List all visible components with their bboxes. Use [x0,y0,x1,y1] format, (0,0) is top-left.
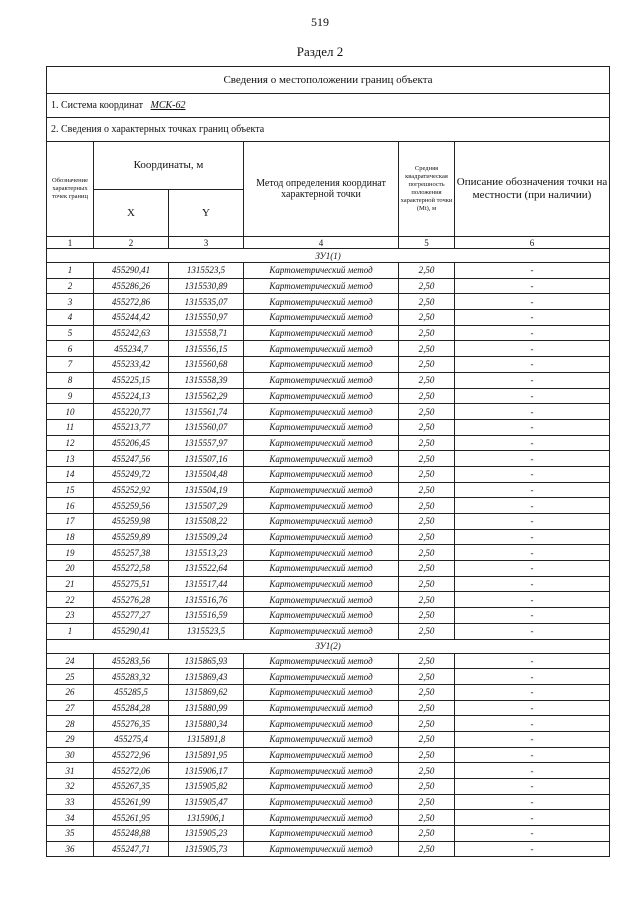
description-cell: - [455,747,610,763]
method-cell: Картометрический метод [244,576,399,592]
table-row [47,263,610,279]
description-cell: - [455,731,610,747]
method-cell: Картометрический метод [244,716,399,732]
point-number: 10 [47,404,94,420]
coord-x: 455286,26 [94,278,169,294]
method-cell: Картометрический метод [244,763,399,779]
coord-x: 455276,28 [94,592,169,608]
description-cell: - [455,419,610,435]
coord-y: 1315535,07 [169,294,244,310]
coord-x: 455277,27 [94,608,169,624]
coord-y: 1315513,23 [169,545,244,561]
point-number: 1 [47,623,94,639]
accuracy-cell: 2,50 [399,357,455,373]
description-cell: - [455,653,610,669]
coord-x: 455206,45 [94,435,169,451]
point-number: 16 [47,498,94,514]
table-row [47,372,610,388]
point-number: 34 [47,810,94,826]
table-row [47,529,610,545]
accuracy-cell: 2,50 [399,608,455,624]
point-number: 6 [47,341,94,357]
table-row [47,310,610,326]
method-cell: Картометрический метод [244,700,399,716]
accuracy-cell: 2,50 [399,388,455,404]
point-number: 32 [47,779,94,795]
accuracy-cell: 2,50 [399,747,455,763]
description-cell: - [455,404,610,420]
description-cell: - [455,592,610,608]
method-cell: Картометрический метод [244,592,399,608]
method-cell: Картометрический метод [244,623,399,639]
accuracy-cell: 2,50 [399,561,455,577]
coord-x: 455225,15 [94,372,169,388]
method-cell: Картометрический метод [244,826,399,842]
table-row [47,278,610,294]
table-row [47,716,610,732]
method-cell: Картометрический метод [244,545,399,561]
point-number: 18 [47,529,94,545]
coord-y: 1315905,82 [169,779,244,795]
method-cell: Картометрический метод [244,669,399,685]
coord-x: 455249,72 [94,466,169,482]
method-cell: Картометрический метод [244,779,399,795]
point-number: 17 [47,514,94,530]
method-cell: Картометрический метод [244,653,399,669]
point-number: 36 [47,841,94,857]
method-cell: Картометрический метод [244,419,399,435]
accuracy-cell: 2,50 [399,623,455,639]
coord-x: 455275,51 [94,576,169,592]
point-number: 27 [47,700,94,716]
table-row [47,684,610,700]
method-cell: Картометрический метод [244,731,399,747]
description-cell: - [455,466,610,482]
accuracy-cell: 2,50 [399,779,455,795]
coord-y: 1315550,97 [169,310,244,326]
coord-x: 455252,92 [94,482,169,498]
accuracy-cell: 2,50 [399,278,455,294]
header-x: X [94,190,169,237]
group-header-row [47,639,610,653]
method-cell: Картометрический метод [244,466,399,482]
accuracy-cell: 2,50 [399,263,455,279]
group-header-row [47,249,610,263]
table-row [47,794,610,810]
method-cell: Картометрический метод [244,514,399,530]
description-cell: - [455,372,610,388]
description-cell: - [455,514,610,530]
description-cell: - [455,341,610,357]
table-row [47,545,610,561]
table-row [47,498,610,514]
coord-y: 1315880,34 [169,716,244,732]
section-title: Раздел 2 [296,44,344,59]
coord-y: 1315891,95 [169,747,244,763]
accuracy-cell: 2,50 [399,794,455,810]
table-row [47,623,610,639]
description-cell: - [455,325,610,341]
coord-x: 455233,42 [94,357,169,373]
point-number: 19 [47,545,94,561]
description-cell: - [455,435,610,451]
method-cell: Картометрический метод [244,841,399,857]
table-row [47,747,610,763]
coord-x: 455272,58 [94,561,169,577]
coord-y: 1315507,16 [169,451,244,467]
header-coords: Координаты, м [94,142,244,190]
coord-y: 1315516,59 [169,608,244,624]
accuracy-cell: 2,50 [399,482,455,498]
description-cell: - [455,310,610,326]
method-cell: Картометрический метод [244,404,399,420]
accuracy-cell: 2,50 [399,419,455,435]
group-name: ЗУ1(1) [47,249,610,263]
coord-x: 455285,5 [94,684,169,700]
accuracy-cell: 2,50 [399,529,455,545]
table-row [47,341,610,357]
accuracy-cell: 2,50 [399,545,455,561]
point-number: 4 [47,310,94,326]
description-cell: - [455,278,610,294]
table-row [47,608,610,624]
description-cell: - [455,669,610,685]
method-cell: Картометрический метод [244,608,399,624]
coord-x: 455257,38 [94,545,169,561]
table-row [47,731,610,747]
coord-x: 455247,71 [94,841,169,857]
description-cell: - [455,684,610,700]
accuracy-cell: 2,50 [399,592,455,608]
description-cell: - [455,357,610,373]
boundary-table [46,66,610,857]
accuracy-cell: 2,50 [399,372,455,388]
accuracy-cell: 2,50 [399,310,455,326]
coord-y: 1315558,39 [169,372,244,388]
header-designation: Обозначение характерных точек границ [47,142,94,237]
col-number: 1 [47,237,94,249]
coord-y: 1315504,48 [169,466,244,482]
point-number: 31 [47,763,94,779]
coord-y: 1315865,93 [169,653,244,669]
table-row [47,763,610,779]
coord-x: 455290,41 [94,263,169,279]
coord-x: 455220,77 [94,404,169,420]
coord-y: 1315504,19 [169,482,244,498]
coord-x: 455248,88 [94,826,169,842]
table-row [47,779,610,795]
table-row [47,435,610,451]
table-row [47,810,610,826]
description-cell: - [455,482,610,498]
accuracy-cell: 2,50 [399,826,455,842]
method-cell: Картометрический метод [244,325,399,341]
coord-system-label: 1. Система координат [51,100,144,111]
coord-x: 455244,42 [94,310,169,326]
method-cell: Картометрический метод [244,372,399,388]
coord-y: 1315906,1 [169,810,244,826]
method-cell: Картометрический метод [244,747,399,763]
header-description: Описание обозначения точки на местности (при наличии) [455,142,610,237]
coord-x: 455261,99 [94,794,169,810]
header-y: Y [169,190,244,237]
method-cell: Картометрический метод [244,498,399,514]
table-row [47,826,610,842]
method-cell: Картометрический метод [244,278,399,294]
accuracy-cell: 2,50 [399,451,455,467]
method-cell: Картометрический метод [244,482,399,498]
accuracy-cell: 2,50 [399,498,455,514]
method-cell: Картометрический метод [244,529,399,545]
coord-y: 1315905,73 [169,841,244,857]
method-cell: Картометрический метод [244,794,399,810]
description-cell: - [455,529,610,545]
point-number: 29 [47,731,94,747]
description-cell: - [455,623,610,639]
coord-y: 1315562,29 [169,388,244,404]
table-row [47,514,610,530]
table-row [47,357,610,373]
table-row [47,466,610,482]
table-row [47,404,610,420]
accuracy-cell: 2,50 [399,716,455,732]
table-row [47,561,610,577]
coord-y: 1315869,43 [169,669,244,685]
point-number: 8 [47,372,94,388]
group-name: ЗУ1(2) [47,639,610,653]
table-row [47,294,610,310]
coord-x: 455213,77 [94,419,169,435]
coord-x: 455283,56 [94,653,169,669]
description-cell: - [455,794,610,810]
point-number: 3 [47,294,94,310]
point-number: 2 [47,278,94,294]
table-row [47,576,610,592]
coord-y: 1315560,68 [169,357,244,373]
point-number: 33 [47,794,94,810]
method-cell: Картометрический метод [244,357,399,373]
table-row [47,419,610,435]
point-number: 23 [47,608,94,624]
accuracy-cell: 2,50 [399,653,455,669]
description-cell: - [455,561,610,577]
point-number: 11 [47,419,94,435]
method-cell: Картометрический метод [244,341,399,357]
accuracy-cell: 2,50 [399,731,455,747]
description-cell: - [455,294,610,310]
accuracy-cell: 2,50 [399,841,455,857]
method-cell: Картометрический метод [244,435,399,451]
coord-y: 1315509,24 [169,529,244,545]
table-title: Сведения о местоположении границ объекта [47,67,610,94]
table-row [47,653,610,669]
description-cell: - [455,451,610,467]
table-row [47,700,610,716]
coord-y: 1315905,23 [169,826,244,842]
table-row [47,669,610,685]
coord-y: 1315507,29 [169,498,244,514]
coord-y: 1315880,99 [169,700,244,716]
description-cell: - [455,779,610,795]
coord-x: 455275,4 [94,731,169,747]
point-number: 9 [47,388,94,404]
header-method: Метод определения координат характерной точки [244,142,399,237]
coord-x: 455242,63 [94,325,169,341]
method-cell: Картометрический метод [244,810,399,826]
coord-y: 1315560,07 [169,419,244,435]
accuracy-cell: 2,50 [399,435,455,451]
col-number: 5 [399,237,455,249]
point-number: 26 [47,684,94,700]
coord-x: 455283,32 [94,669,169,685]
point-number: 13 [47,451,94,467]
coord-y: 1315516,76 [169,592,244,608]
description-cell: - [455,700,610,716]
coord-y: 1315523,5 [169,623,244,639]
coord-y: 1315508,22 [169,514,244,530]
coord-y: 1315530,89 [169,278,244,294]
point-number: 15 [47,482,94,498]
method-cell: Картометрический метод [244,388,399,404]
coord-y: 1315523,5 [169,263,244,279]
point-number: 12 [47,435,94,451]
coord-x: 455224,13 [94,388,169,404]
accuracy-cell: 2,50 [399,466,455,482]
coord-y: 1315869,62 [169,684,244,700]
method-cell: Картометрический метод [244,263,399,279]
coord-system-value: МСК-62 [150,100,186,111]
accuracy-cell: 2,50 [399,669,455,685]
description-cell: - [455,763,610,779]
point-number: 25 [47,669,94,685]
table-row [47,325,610,341]
table-row [47,388,610,404]
method-cell: Картометрический метод [244,310,399,326]
accuracy-cell: 2,50 [399,810,455,826]
coord-x: 455284,28 [94,700,169,716]
col-number: 6 [455,237,610,249]
method-cell: Картометрический метод [244,294,399,310]
accuracy-cell: 2,50 [399,404,455,420]
col-number: 4 [244,237,399,249]
accuracy-cell: 2,50 [399,576,455,592]
accuracy-cell: 2,50 [399,325,455,341]
point-number: 14 [47,466,94,482]
point-number: 28 [47,716,94,732]
accuracy-cell: 2,50 [399,294,455,310]
page-number: 519 [311,15,329,29]
point-number: 21 [47,576,94,592]
coord-y: 1315891,8 [169,731,244,747]
description-cell: - [455,810,610,826]
coord-x: 455272,86 [94,294,169,310]
point-number: 7 [47,357,94,373]
table-row [47,841,610,857]
coord-system-row [47,94,610,118]
accuracy-cell: 2,50 [399,700,455,716]
description-cell: - [455,826,610,842]
description-cell: - [455,263,610,279]
coord-x: 455267,35 [94,779,169,795]
description-cell: - [455,716,610,732]
coord-x: 455272,06 [94,763,169,779]
coord-x: 455276,35 [94,716,169,732]
table-row [47,592,610,608]
point-number: 20 [47,561,94,577]
coord-y: 1315561,74 [169,404,244,420]
coord-x: 455290,41 [94,623,169,639]
coord-x: 455259,89 [94,529,169,545]
header-accuracy: Средняя квадратическая погрешность положения характерной точки (Mt), м [399,142,455,237]
accuracy-cell: 2,50 [399,341,455,357]
point-number: 1 [47,263,94,279]
coord-y: 1315905,47 [169,794,244,810]
description-cell: - [455,388,610,404]
method-cell: Картометрический метод [244,451,399,467]
accuracy-cell: 2,50 [399,763,455,779]
coord-y: 1315517,44 [169,576,244,592]
point-number: 35 [47,826,94,842]
description-cell: - [455,498,610,514]
coord-x: 455272,96 [94,747,169,763]
coord-y: 1315522,64 [169,561,244,577]
point-number: 22 [47,592,94,608]
description-cell: - [455,608,610,624]
coord-x: 455259,98 [94,514,169,530]
description-cell: - [455,545,610,561]
coord-y: 1315556,15 [169,341,244,357]
coord-y: 1315558,71 [169,325,244,341]
accuracy-cell: 2,50 [399,514,455,530]
method-cell: Картометрический метод [244,684,399,700]
table-row [47,482,610,498]
description-cell: - [455,576,610,592]
point-number: 5 [47,325,94,341]
col-number: 2 [94,237,169,249]
coord-y: 1315906,17 [169,763,244,779]
accuracy-cell: 2,50 [399,684,455,700]
points-title: 2. Сведения о характерных точках границ объекта [47,118,610,142]
coord-x: 455247,56 [94,451,169,467]
point-number: 30 [47,747,94,763]
table-row [47,451,610,467]
coord-x: 455234,7 [94,341,169,357]
coord-x: 455261,95 [94,810,169,826]
coord-y: 1315557,97 [169,435,244,451]
coord-x: 455259,56 [94,498,169,514]
point-number: 24 [47,653,94,669]
method-cell: Картометрический метод [244,561,399,577]
col-number: 3 [169,237,244,249]
description-cell: - [455,841,610,857]
